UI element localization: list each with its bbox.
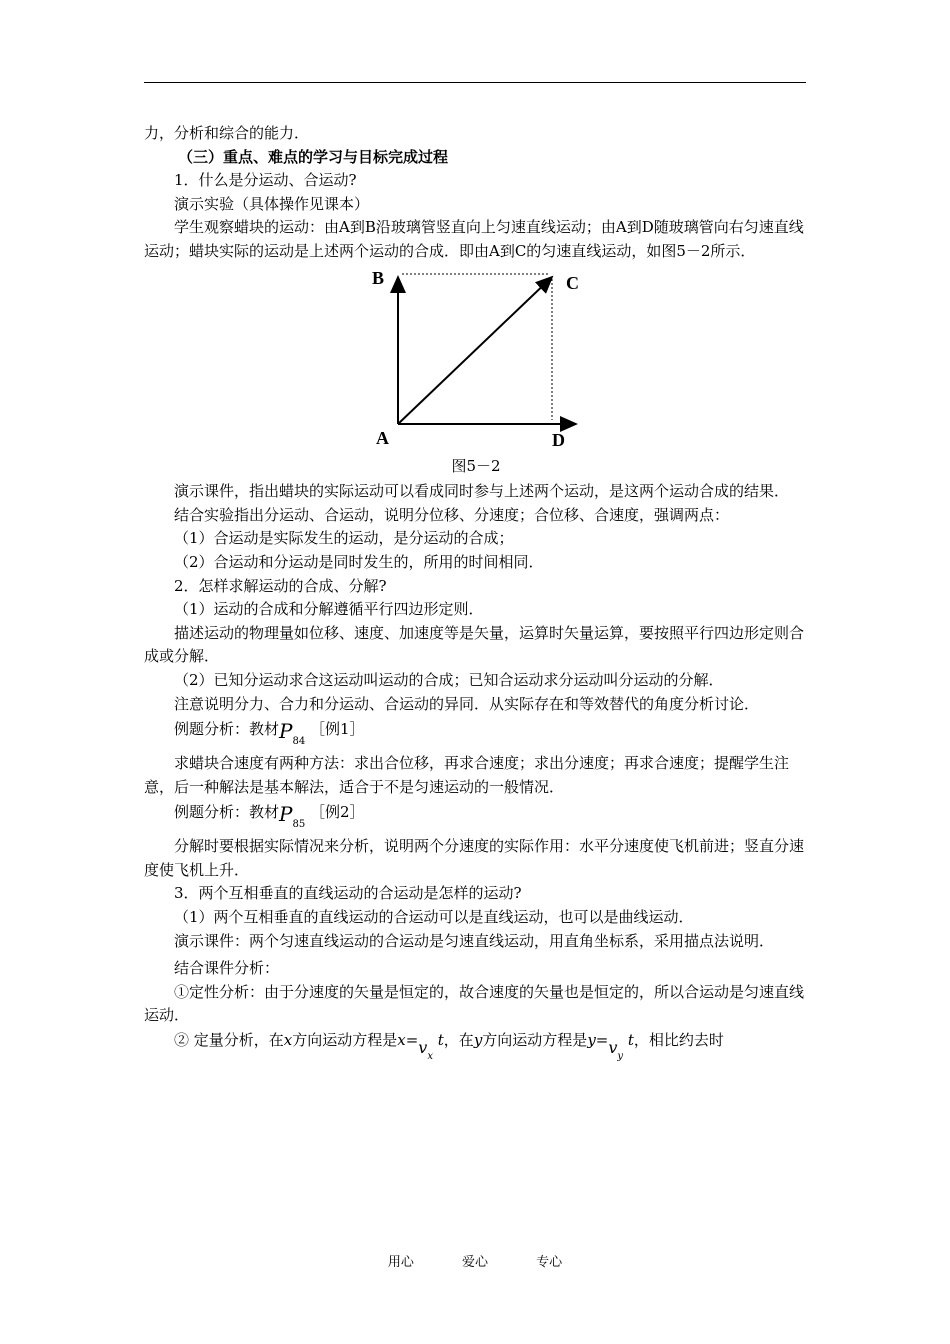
rule-2: （2）已知分运动求合这运动叫运动的合成；已知合运动求分运动叫分运动的分解． [174,670,724,689]
paragraph: 力，分析和综合的能力． [144,124,310,142]
velocity-symbol: v [418,1038,428,1058]
eq-y: y= [587,1031,609,1050]
label-a: A [376,427,389,448]
text: ② 定量分析，在 [174,1031,284,1050]
question-3: 3．两个互相垂直的直线运动的合运动是怎样的运动? [174,884,522,903]
label-c: C [566,272,579,293]
text: 方向运动方程是 [482,1031,588,1050]
velocity-sub-x: x [427,1051,433,1063]
example-ref: ［例1］ [310,720,365,739]
var-x: x [283,1031,293,1050]
qualitative-analysis: ①定性分析：由于分速度的矢量是恒定的，故合速度的矢量也是恒定的，所以合运动是匀速直线运动． [144,982,805,1025]
paragraph-note: 注意说明分力、合力和分运动、合运动的异同．从实际存在和等效替代的角度分析讨论． [174,694,760,713]
point-2: （2）合运动和分运动是同时发生的，所用的时间相同． [174,552,544,571]
footer-text: 爱心 [461,1255,488,1270]
var-t: t [437,1031,444,1050]
label-d: D [552,429,565,450]
question-1: 1．什么是分运动、合运动? [174,171,357,190]
vector-diagram [364,267,584,453]
paragraph: 分解时要根据实际情况来分析，说明两个分速度的实际作用：水平分速度使飞机前进；竖直分速度使飞机上升． [144,837,805,879]
footer-text: 专心 [536,1255,563,1270]
paragraph: 结合实验指出分运动、合运动，说明分位移、分速度；合位移、合速度，强调两点： [174,505,730,524]
paragraph-observation: 学生观察蜡块的运动：由A到B沿玻璃管竖直向上匀速直线运动；由A到D随玻璃管向右匀速直线运动；蜡块实际的运动是上述两个运动的合成．即由A到C的匀速直线运动，如图5－2所示． [144,218,804,260]
example-label: 例题分析：教材 [174,720,280,739]
example-2 [144,799,808,835]
paragraph: 演示实验（具体操作见课本） [174,194,370,213]
document-body [144,122,808,1063]
page-number: 85 [292,819,306,831]
var-t: t [627,1031,634,1050]
figure-caption: 图5－2 [451,456,501,475]
rule-1: （1）运动的合成和分解遵循平行四边形定则． [174,600,484,619]
paragraph: 演示课件，指出蜡块的实际运动可以看成同时参与上述两个运动，是这两个运动合成的结果． [174,482,790,501]
velocity-symbol: v [608,1038,618,1058]
page-number: 84 [292,736,306,748]
header-rule [144,82,806,83]
figure-5-2 [144,267,808,453]
paragraph: 求蜡块合速度有两种方法：求出合位移，再求合速度；求出分速度；再求合速度；提醒学生注意，后一种解法是基本解法，适合于不是匀速运动的一般情况． [144,754,790,796]
text: ，相比约去时 [633,1031,724,1050]
diagonal-arrow-ac [398,277,552,424]
section-heading: （三）重点、难点的学习与目标完成过程 [178,147,449,166]
paragraph: （1）两个互相垂直的直线运动的合运动可以是直线运动，也可以是曲线运动． [174,908,694,927]
page-symbol: P [279,802,293,827]
text: ，在 [443,1031,474,1050]
var-y: y [473,1031,483,1050]
point-1: （1）合运动是实际发生的运动，是分运动的合成； [174,529,514,548]
velocity-sub-y: y [617,1051,624,1063]
page-symbol: P [279,719,293,744]
example-label: 例题分析：教材 [174,803,280,822]
paragraph: 描述运动的物理量如位移、速度、加速度等是矢量，运算时矢量运算，要按照平行四边形定则合成或分解． [144,623,805,666]
question-2: 2．怎样求解运动的合成、分解? [174,576,387,595]
paragraph: 结合课件分析： [174,959,280,978]
paragraph: 演示课件：两个匀速直线运动的合运动是匀速直线运动，用直角坐标系，采用描点法说明． [174,931,775,950]
quantitative-analysis [144,1028,808,1063]
footer-text: 用心 [387,1255,414,1270]
example-ref: ［例2］ [310,803,365,822]
page-footer [0,1251,950,1270]
example-1 [144,716,808,752]
label-b: B [372,267,385,288]
eq-x: x= [397,1031,419,1050]
text: 方向运动方程是 [292,1031,398,1050]
